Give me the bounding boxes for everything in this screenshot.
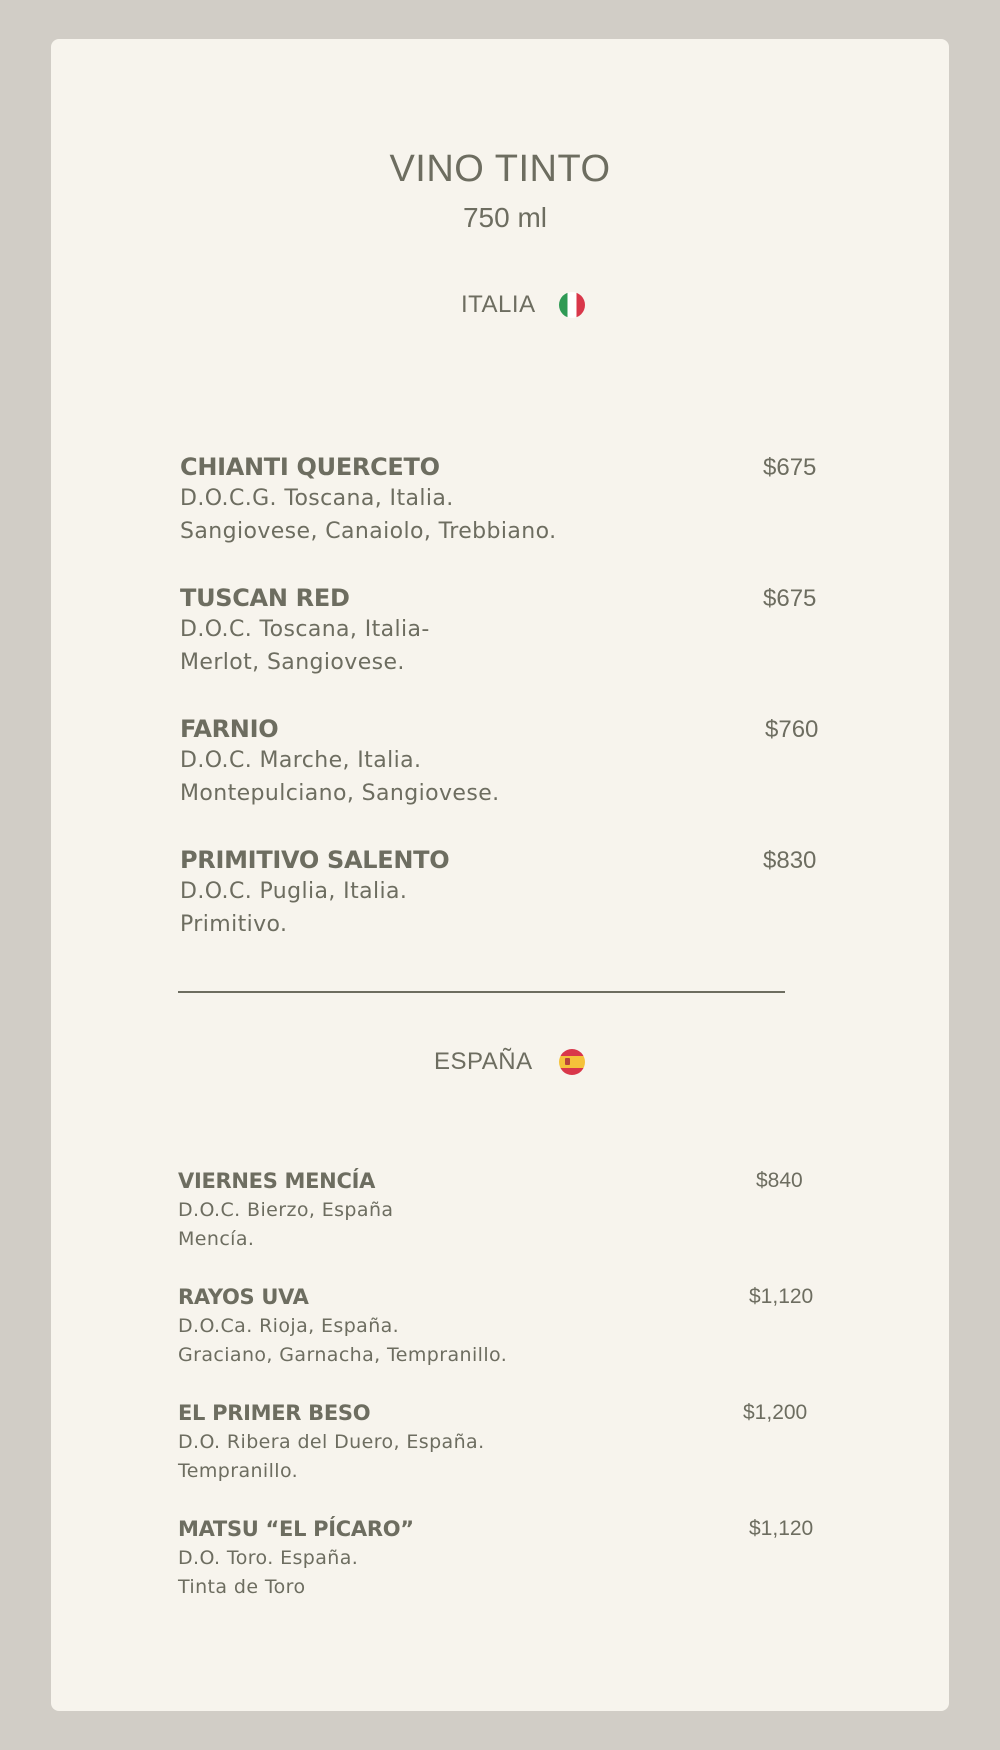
wine-grapes: Montepulciano, Sangiovese. [180, 781, 500, 806]
wine-name: RAYOS UVA [178, 1285, 309, 1309]
wine-grapes: Sangiovese, Canaiolo, Trebbiano. [180, 519, 557, 544]
wine-region: D.O.Ca. Rioja, España. [178, 1315, 400, 1337]
wine-name: PRIMITIVO SALENTO [180, 846, 450, 874]
wine-region: D.O. Ribera del Duero, España. [178, 1431, 485, 1453]
wine-region: D.O.C. Toscana, Italia- [180, 617, 430, 642]
section-title-italia: ITALIA [461, 291, 536, 318]
wine-region: D.O.C. Puglia, Italia. [180, 879, 408, 904]
wine-name: CHIANTI QUERCETO [180, 453, 440, 481]
wine-region: D.O.C.G. Toscana, Italia. [180, 486, 454, 511]
wine-price: $1,120 [749, 1517, 814, 1540]
wine-grapes: Merlot, Sangiovese. [180, 650, 405, 675]
wine-name: MATSU “EL PÍCARO” [178, 1517, 414, 1541]
wine-name: FARNIO [180, 715, 279, 743]
wine-price: $675 [763, 585, 817, 612]
wine-name: TUSCAN RED [180, 584, 350, 612]
wine-price: $840 [756, 1169, 803, 1192]
wine-grapes: Tinta de Toro [178, 1576, 306, 1598]
menu-title: VINO TINTO [389, 148, 611, 190]
wine-grapes: Tempranillo. [178, 1460, 299, 1482]
italy-flag-icon [559, 292, 585, 318]
wine-grapes: Graciano, Garnacha, Tempranillo. [178, 1344, 508, 1366]
wine-name: EL PRIMER BESO [178, 1401, 371, 1425]
wine-grapes: Primitivo. [180, 912, 288, 937]
wine-price: $830 [763, 847, 817, 874]
wine-grapes: Mencía. [178, 1228, 255, 1250]
section-divider [178, 991, 785, 993]
wine-name: VIERNES MENCÍA [178, 1169, 376, 1193]
wine-price: $1,200 [743, 1401, 808, 1424]
spain-flag-icon [559, 1049, 585, 1075]
wine-price: $760 [765, 716, 819, 743]
wine-price: $1,120 [749, 1285, 814, 1308]
wine-price: $675 [763, 454, 817, 481]
menu-subtitle: 750 ml [462, 202, 548, 233]
wine-region: D.O. Toro. España. [178, 1547, 359, 1569]
wine-region: D.O.C. Marche, Italia. [180, 748, 422, 773]
wine-region: D.O.C. Bierzo, España [178, 1199, 394, 1221]
section-title-espana: ESPAÑA [434, 1048, 533, 1075]
